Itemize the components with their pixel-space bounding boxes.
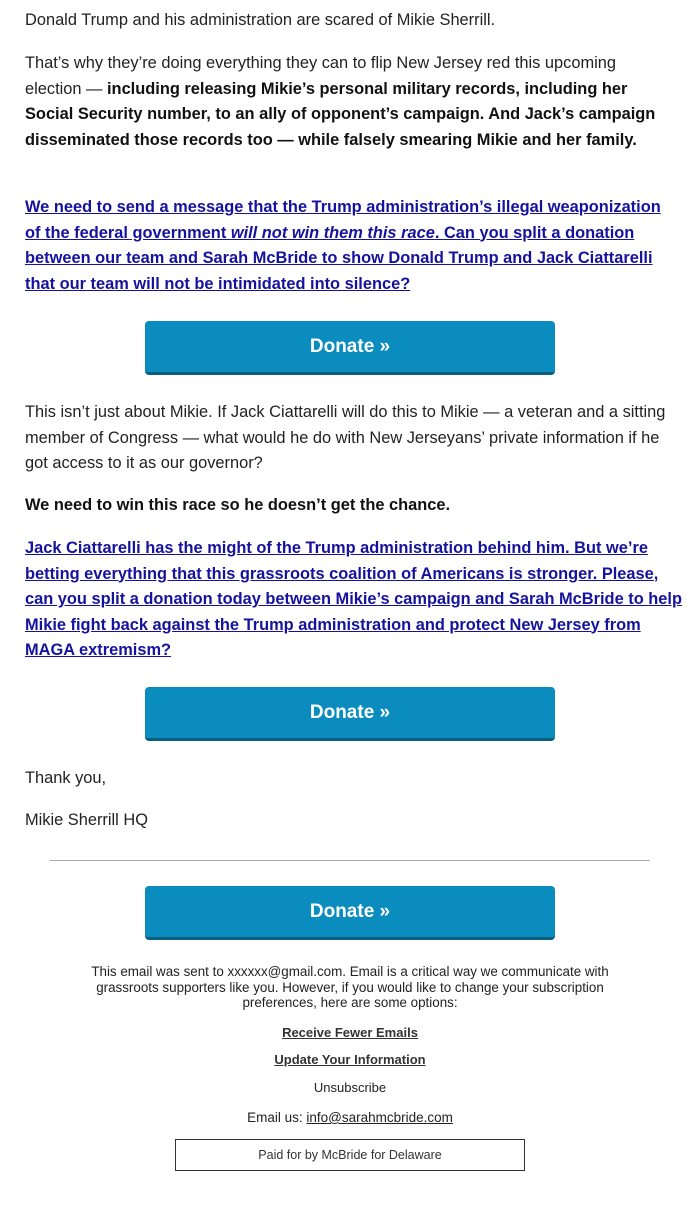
donate-appeal-link-2[interactable]: Jack Ciattarelli has the might of the Trump administration behind him. But we’re betting everything that this grassroots coalition of Americans is stronger. Please, can you split a donation today between Mikie’s campaign and Sarah McBride to help Mikie fight back against the Trump administration and protect New Jersey from MAGA extremism? — [25, 539, 682, 659]
records-paragraph — [25, 51, 675, 153]
records-paragraph-plain: That’s why they’re doing everything they can to flip New Jersey red this upcoming election — — [25, 54, 616, 98]
fewer-emails-row — [0, 1025, 700, 1040]
donate-appeal-link-1-italic: will not win them this race — [230, 223, 435, 242]
donate-appeal-link-1[interactable] — [25, 198, 661, 293]
signature: Mikie Sherrill HQ — [25, 811, 148, 829]
unsubscribe-link[interactable]: Unsubscribe — [313, 1080, 387, 1095]
update-info-row — [0, 1052, 700, 1067]
donate-button-3[interactable]: Donate » — [145, 886, 555, 940]
paid-for-disclaimer: Paid for by McBride for Delaware — [175, 1139, 525, 1171]
donate-button-2[interactable]: Donate » — [145, 687, 555, 741]
footer-divider — [50, 860, 650, 861]
privacy-paragraph: This isn’t just about Mikie. If Jack Ciattarelli will do this to Mikie — a veteran and a sitting member of Congress — what would he do with New Jerseyans’ private information if he got access to it as our governor? — [25, 403, 666, 472]
intro-paragraph: Donald Trump and his administration are scared of Mikie Sherrill. — [25, 11, 496, 29]
win-race-bold: We need to win this race so he doesn’t get the chance. — [25, 496, 451, 514]
donate-appeal-link-1-part1: We need to send a message that the Trump administration’s illegal weaponization of the federal government — [25, 198, 661, 242]
footer-notice: This email was sent to xxxxxx@gmail.com. Email is a critical way we communicate with grassroots supporters like you. However, if you would like to change your subscription preferences, here are some options: — [91, 964, 609, 1010]
signoff: Thank you, — [25, 769, 107, 787]
update-information-link[interactable]: Update Your Information — [274, 1052, 426, 1067]
donate-appeal-link-1-part2: . Can you split a donation between our team and Sarah McBride to show Donald Trump and Jack Ciattarelli that our team will not be intimidated into silence? — [25, 223, 653, 293]
email-us-label: Email us: — [247, 1110, 307, 1125]
win-race-paragraph — [25, 493, 675, 519]
email-us-address-link[interactable]: info@sarahmcbride.com — [306, 1110, 453, 1125]
email-us-row — [0, 1110, 700, 1125]
donate-button-1[interactable]: Donate » — [145, 321, 555, 375]
donate-appeal-link-1-paragraph — [25, 195, 675, 297]
receive-fewer-emails-link[interactable]: Receive Fewer Emails — [282, 1025, 418, 1040]
records-paragraph-bold: including releasing Mikie’s personal military records, including her Social Security number, to an ally of opponent’s campaign. And Jack’s campaign disseminated those records too — while falsely smearing Mikie and her family. — [25, 79, 656, 149]
donate-appeal-link-2-paragraph — [25, 536, 685, 664]
